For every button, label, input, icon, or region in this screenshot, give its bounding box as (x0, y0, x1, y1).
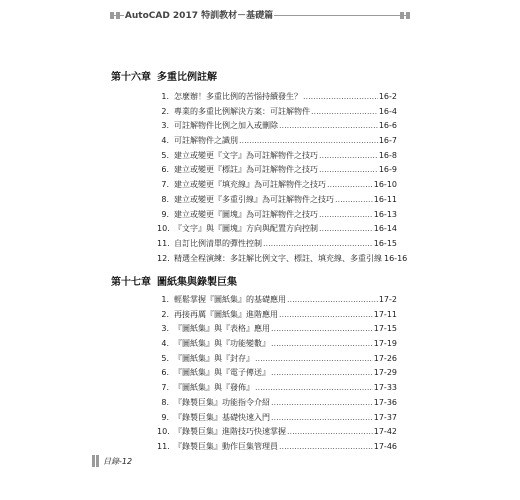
toc-entry[interactable] (157, 308, 397, 323)
toc-entry-title: 『錄製巨集』進階技巧快速掌握 (174, 427, 286, 437)
toc-entry-number: 4. (161, 339, 169, 349)
toc-entry-title: 『錄製巨集』功能指令介紹 (174, 397, 270, 407)
leader-dots (311, 105, 378, 120)
leader-dots (271, 366, 373, 381)
toc-list (157, 90, 408, 266)
toc-entry-title: 怎麼辦！多重比例的苦惱持續發生？ (174, 92, 302, 101)
leader-dots (327, 178, 373, 193)
toc-entry[interactable] (157, 293, 397, 308)
toc-entry-title: 『圖紙集』與『發佈』 (174, 383, 254, 393)
toc-entry-page: 17-33 (373, 383, 397, 393)
leader-dots (271, 411, 373, 426)
toc-entry-title: 自訂比例清單的彈性控制 (174, 238, 262, 248)
toc-entry-page: 17-37 (373, 412, 397, 422)
toc-list (157, 293, 397, 455)
toc-entry[interactable] (157, 425, 397, 440)
toc-entry[interactable] (157, 178, 397, 193)
toc-entry-title: 『錄製巨集』動作巨集管理員 (174, 441, 278, 451)
toc-entry-title: 再接再厲『圖紙集』進階應用 (174, 309, 278, 319)
toc-entry-title: 建立或變更『圖塊』為可註解物件之技巧 (174, 209, 318, 219)
chapter-title: 圖紙集與錄製巨集 (157, 277, 237, 288)
leader-dots (255, 352, 373, 367)
leader-dots (255, 381, 373, 396)
leader-dots (287, 425, 373, 440)
toc-entry-number: 3. (161, 324, 169, 334)
toc-entry-title: 『圖紙集』與『表格』應用 (174, 324, 270, 334)
toc-entry-title: 建立或變更『多重引線』為可註解物件之技巧 (174, 194, 334, 204)
header-rule-mark (116, 12, 120, 19)
toc-entry-number: 8. (161, 194, 169, 204)
toc-entry-page: 16-14 (373, 224, 397, 234)
toc-entry[interactable] (157, 193, 397, 208)
leader-dots (287, 293, 378, 308)
toc-entry-title: 建立或變更『文字』為可註解物件之技巧 (174, 150, 318, 160)
toc-entry-number: 7. (161, 383, 169, 393)
toc-entry-title: 可註解物件之識別 (174, 136, 238, 146)
toc-entry-number: 9. (161, 412, 169, 422)
toc-entry[interactable] (157, 149, 397, 164)
toc-entry-number: 10. (157, 224, 170, 234)
toc-entry[interactable] (157, 366, 397, 381)
toc-entry-page: 16-7 (378, 136, 397, 146)
toc-entry-title: 『圖紙集』與『功能變數』 (174, 339, 270, 349)
toc-entry-page: 16-6 (378, 121, 397, 131)
toc-entry-page: 17-29 (373, 368, 397, 378)
chapter-number: 第十七章 (111, 277, 151, 288)
header-rule-mark (110, 12, 114, 19)
toc-entry-number: 2. (161, 106, 169, 116)
toc-entry[interactable] (157, 322, 397, 337)
toc-entry[interactable] (157, 105, 397, 120)
toc-entry[interactable] (157, 381, 397, 396)
leader-dots (263, 237, 373, 252)
toc-entry-page: 17-19 (373, 339, 397, 349)
toc-entry[interactable] (157, 411, 397, 426)
page-number: 目錄-12 (103, 456, 133, 466)
toc-entry-title: 輕鬆掌握『圖紙集』的基礎應用 (174, 295, 286, 304)
toc-entry-title: 建立或變更『標註』為可註解物件之技巧 (174, 165, 318, 175)
leader-dots (271, 396, 373, 411)
leader-dots (271, 337, 373, 352)
toc-entry-number: 11. (157, 441, 170, 451)
leader-dots (335, 193, 373, 208)
chapter-number: 第十六章 (111, 72, 151, 83)
toc-entry-number: 8. (161, 397, 169, 407)
leader-dots (319, 149, 378, 164)
leader-dots (239, 134, 378, 149)
chapter-heading (111, 273, 237, 288)
toc-entry-number: 6. (161, 368, 169, 378)
leader-dots (279, 119, 378, 134)
toc-entry-number: 12. (157, 253, 170, 263)
leader-dots (319, 208, 373, 223)
leader-dots (271, 322, 373, 337)
toc-entry-number: 4. (161, 136, 169, 146)
toc-entry-page: 17-2 (378, 295, 397, 304)
toc-entry-page: 16-9 (378, 165, 397, 175)
toc-entry-page: 16-15 (373, 238, 397, 248)
running-header-title: AutoCAD 2017 特訓教材－基礎篇 (124, 11, 274, 21)
toc-entry[interactable] (157, 440, 397, 455)
chapter-heading (111, 68, 217, 83)
toc-entry-number: 1. (161, 92, 169, 101)
toc-entry[interactable] (157, 252, 408, 267)
toc-entry-number: 2. (161, 309, 169, 319)
leader-dots (303, 90, 378, 105)
leader-dots (279, 308, 373, 323)
toc-entry-page: 17-11 (373, 309, 397, 319)
toc-entry-page: 16-13 (373, 209, 397, 219)
header-rule-mark (406, 12, 410, 19)
toc-entry-title: 『圖紙集』與『電子傳送』 (174, 368, 270, 378)
toc-entry-page: 16-4 (378, 106, 397, 116)
header-rule-mark (400, 12, 404, 19)
toc-entry-page: 17-36 (373, 397, 397, 407)
footer-rule-mark (92, 455, 95, 467)
toc-entry[interactable] (157, 237, 397, 252)
toc-entry[interactable] (157, 208, 397, 223)
leader-dots (319, 163, 378, 178)
toc-entry[interactable] (157, 90, 397, 105)
toc-entry-title: 精選全程演練：多註解比例文字、標註、填充線、多重引線 (174, 253, 382, 263)
toc-entry-number: 11. (157, 238, 170, 248)
toc-entry-title: 『錄製巨集』基礎快速入門 (174, 412, 270, 422)
toc-entry-title: 建立或變更『填充線』為可註解物件之技巧 (174, 180, 326, 190)
toc-entry[interactable] (157, 396, 397, 411)
toc-entry[interactable] (157, 352, 397, 367)
toc-entry-page: 17-26 (373, 353, 397, 363)
footer-rule-mark (96, 455, 99, 467)
toc-entry-number: 5. (161, 150, 169, 160)
chapter-title: 多重比例註解 (157, 72, 217, 83)
page-footer (92, 455, 132, 467)
leader-dots (279, 440, 373, 455)
toc-entry-title: 專業的多重比例解決方案：可註解物件 (174, 106, 310, 116)
toc-entry-number: 1. (161, 295, 169, 304)
toc-entry[interactable] (157, 337, 397, 352)
toc-entry[interactable] (157, 222, 397, 237)
toc-entry-page: 16-10 (373, 180, 397, 190)
toc-entry-number: 10. (157, 427, 170, 437)
toc-entry-number: 5. (161, 353, 169, 363)
toc-entry-number: 6. (161, 165, 169, 175)
toc-entry-title: 『圖紙集』與『封存』 (174, 353, 254, 363)
toc-entry-number: 9. (161, 209, 169, 219)
toc-entry-title: 『文字』與『圖塊』方向與配置方向控制 (174, 224, 318, 234)
toc-entry-number: 3. (161, 121, 169, 131)
toc-entry-page: 16-8 (378, 150, 397, 160)
toc-entry-page: 16-2 (378, 92, 397, 101)
toc-entry-page: 16-16 (384, 253, 408, 263)
toc-entry-number: 7. (161, 180, 169, 190)
toc-entry[interactable] (157, 163, 397, 178)
toc-entry-page: 17-15 (373, 324, 397, 334)
toc-entry[interactable] (157, 134, 397, 149)
toc-entry-page: 17-42 (373, 427, 397, 437)
toc-entry-title: 可註解物件比例之加入或刪除 (174, 121, 278, 131)
leader-dots (319, 222, 373, 237)
toc-entry-page: 17-46 (373, 441, 397, 451)
toc-entry[interactable] (157, 119, 397, 134)
toc-entry-page: 16-11 (373, 194, 397, 204)
